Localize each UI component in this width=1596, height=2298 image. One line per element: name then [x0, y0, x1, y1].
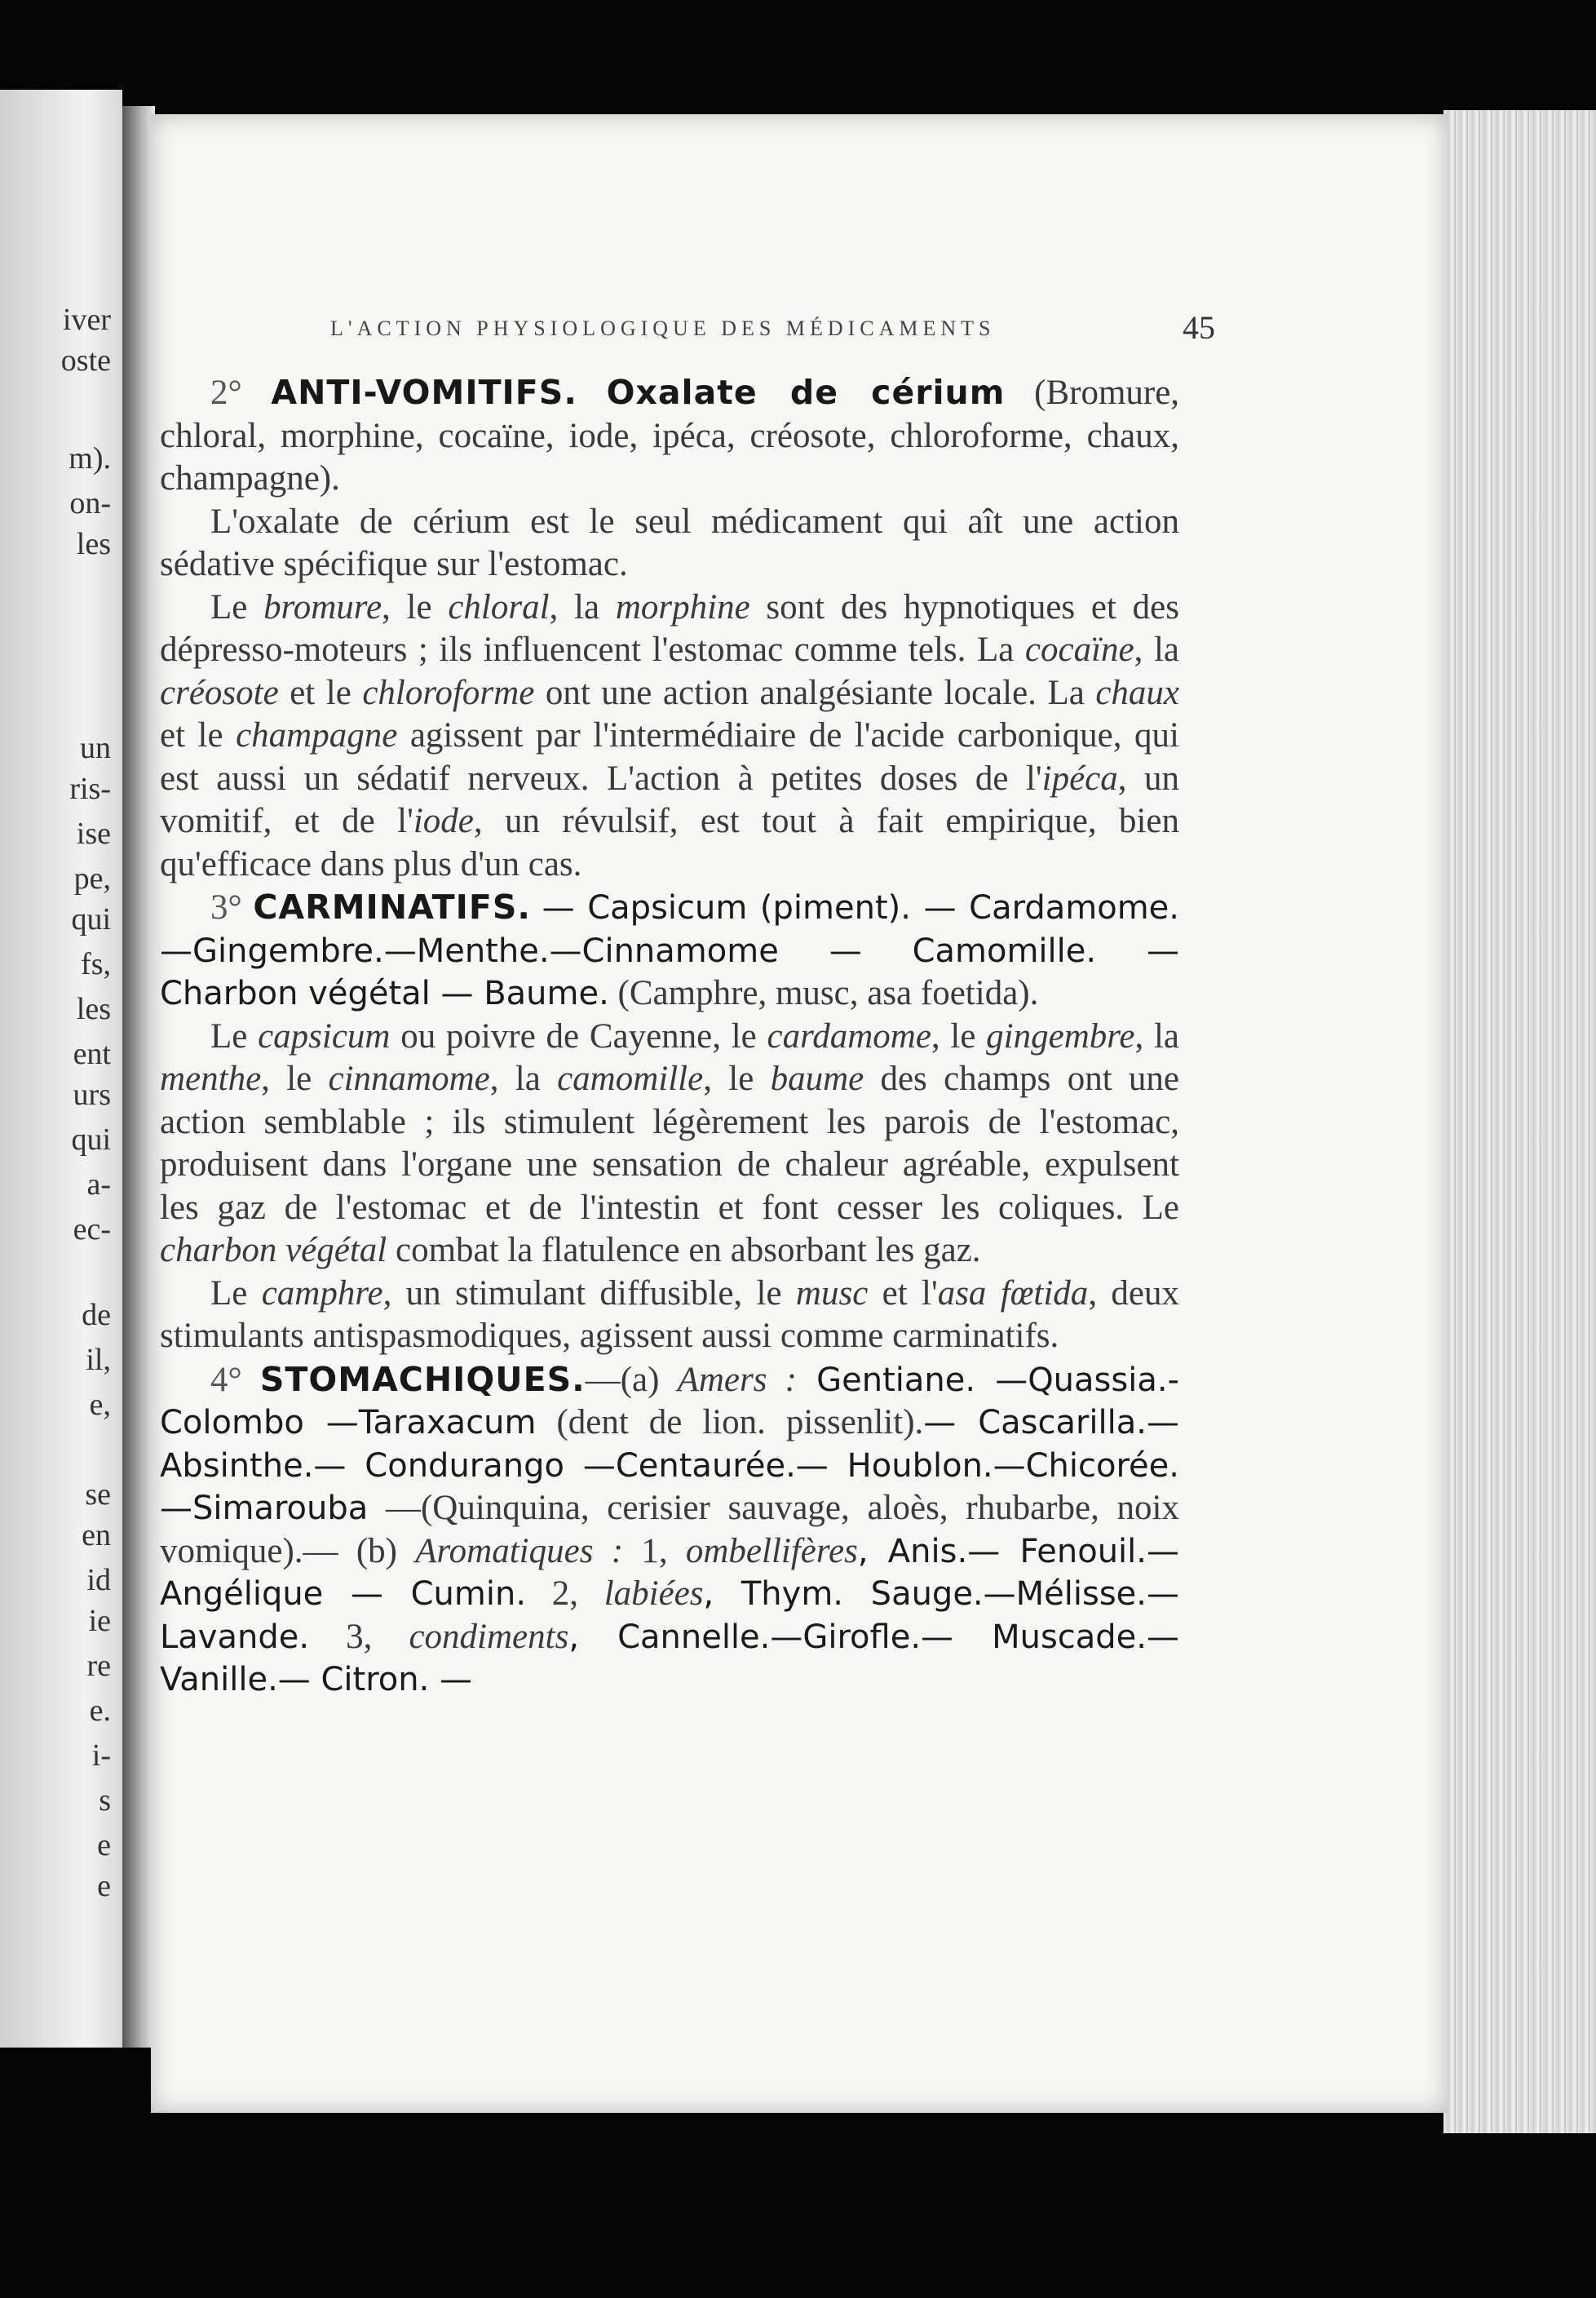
left-page-fragment: ie — [88, 1604, 111, 1638]
left-page-fragment: fs, — [81, 947, 111, 981]
page-body — [160, 371, 1179, 1702]
left-page-fragment: s — [99, 1783, 111, 1818]
left-page-fragment: re — [86, 1649, 111, 1683]
section-title: ANTI-VOMITIFS. — [271, 373, 577, 412]
paragraph: L'oxalate de cérium est le seul médicament qui aît une action sédative spécifique sur l'estomac. — [160, 502, 1179, 583]
left-page-fragment: id — [86, 1563, 111, 1597]
section-number: 4° — [210, 1360, 242, 1399]
left-page-fragment: e — [97, 1828, 111, 1862]
page-edges — [1443, 110, 1596, 2133]
left-page-fragment: a- — [86, 1167, 111, 1202]
left-page-fragment: oste — [60, 343, 111, 378]
section-lead: — Capsicum (piment). — Cardamome.—Gingembre.—Menthe.—Cinnamome — Camomille. — Charbon végétal — Baume. — [160, 889, 1179, 1012]
left-page-fragment: urs — [73, 1078, 111, 1112]
left-page-fragment: de — [82, 1298, 111, 1332]
left-page-fragment: e — [97, 1869, 111, 1903]
paragraph: Le camphre, un stimulant diffusible, le musc et l'asa fœtida, deux stimulants antispasmodiques, agissent aussi comme carminatifs. — [160, 1273, 1179, 1355]
paragraph: Le bromure, le chloral, la morphine sont des hypnotiques et des dépresso-moteurs ; ils influencent l'estomac comme tels. La cocaïne, la créosote et le chloroforme ont une action analgésiante locale. La chaux et le champagne agissent par l'intermédiaire de l'acide carbonique, qui est aussi un sédatif nerveux. L'action à petites doses de l'ipéca, un vomitif, et de l'iode, un révulsif, est tout à fait empirique, bien qu'efficace dans plus d'un cas. — [160, 587, 1180, 883]
left-page-margin — [0, 90, 122, 2048]
section-title: STOMACHIQUES. — [259, 1359, 586, 1399]
left-page-fragment: e. — [89, 1694, 111, 1728]
section-anti-vomitifs — [160, 371, 1179, 501]
section-number: 2° — [210, 374, 242, 412]
left-page-fragment: les — [76, 527, 111, 561]
section-list: (Camphre, musc, asa foetida). — [617, 974, 1039, 1012]
left-page-fragment: les — [76, 992, 111, 1026]
section-lead: Oxalate de cérium — [606, 373, 1006, 412]
page-number: 45 — [1183, 309, 1215, 346]
left-page-fragment: e, — [89, 1388, 111, 1422]
left-page-fragment: ris- — [69, 772, 111, 806]
left-page-fragment: m). — [69, 441, 111, 476]
left-page-fragment: ise — [76, 817, 111, 851]
left-page-fragment: il, — [86, 1343, 111, 1377]
paragraph: Le capsicum ou poivre de Cayenne, le cardamome, le gingembre, la menthe, le cinnamome, la camomille, le baume des champs ont une action semblable ; ils stimulent légèrement les parois de l'estomac, produisent dans l'organe une sensation de chaleur agréable, expulsent les gaz de l'estomac et de l'intestin et font cesser les coliques. Le charbon végétal combat la flatulence en absorbant les gaz. — [160, 1016, 1179, 1269]
left-page-fragment: i- — [91, 1738, 111, 1773]
left-page-fragment: un — [80, 731, 111, 765]
left-page-fragment: pe, — [73, 861, 111, 896]
section-stomachiques: 4° STOMACHIQUES.—(a) Amers : Gentiane. —Quassia.- Colombo —Taraxacum (dent de lion. pissenlit).— Cascarilla.— Absinthe.— Condurango —Centaurée.— Houblon.—Chicorée.—Simarouba —(Quinquina, cerisier sauvage, aloès, rhubarbe, noix vomique).— (b) Aromatiques : 1, ombellifères, Anis.— Fenouil.—Angélique — Cumin. 2, labiées, Thym. Sauge.—Mélisse.—Lavande. 3, condiments, Cannelle.—Girofle.— Muscade.— Vanille.— Citron. — — [160, 1359, 1179, 1698]
section-list: (Bromure, chloral, morphine, cocaïne, iode, ipéca, créosote, chloroforme, chaux, champagne). — [160, 374, 1180, 498]
section-title: CARMINATIFS. — [253, 888, 531, 927]
section-carminatifs — [160, 886, 1179, 1016]
left-page-fragment: qui — [71, 1122, 111, 1157]
running-header: L'ACTION PHYSIOLOGIQUE DES MÉDICAMENTS — [330, 317, 996, 340]
section-number: 3° — [210, 888, 242, 927]
left-page-fragment: en — [82, 1518, 111, 1552]
left-page-fragment: on- — [69, 486, 111, 520]
left-page-fragment: se — [85, 1477, 111, 1512]
book-gutter — [122, 106, 155, 2048]
left-page-fragment: ent — [73, 1037, 111, 1071]
left-page-fragment: iver — [62, 303, 111, 337]
left-page-fragment: ec- — [73, 1212, 111, 1246]
left-page-fragment: qui — [71, 902, 111, 936]
